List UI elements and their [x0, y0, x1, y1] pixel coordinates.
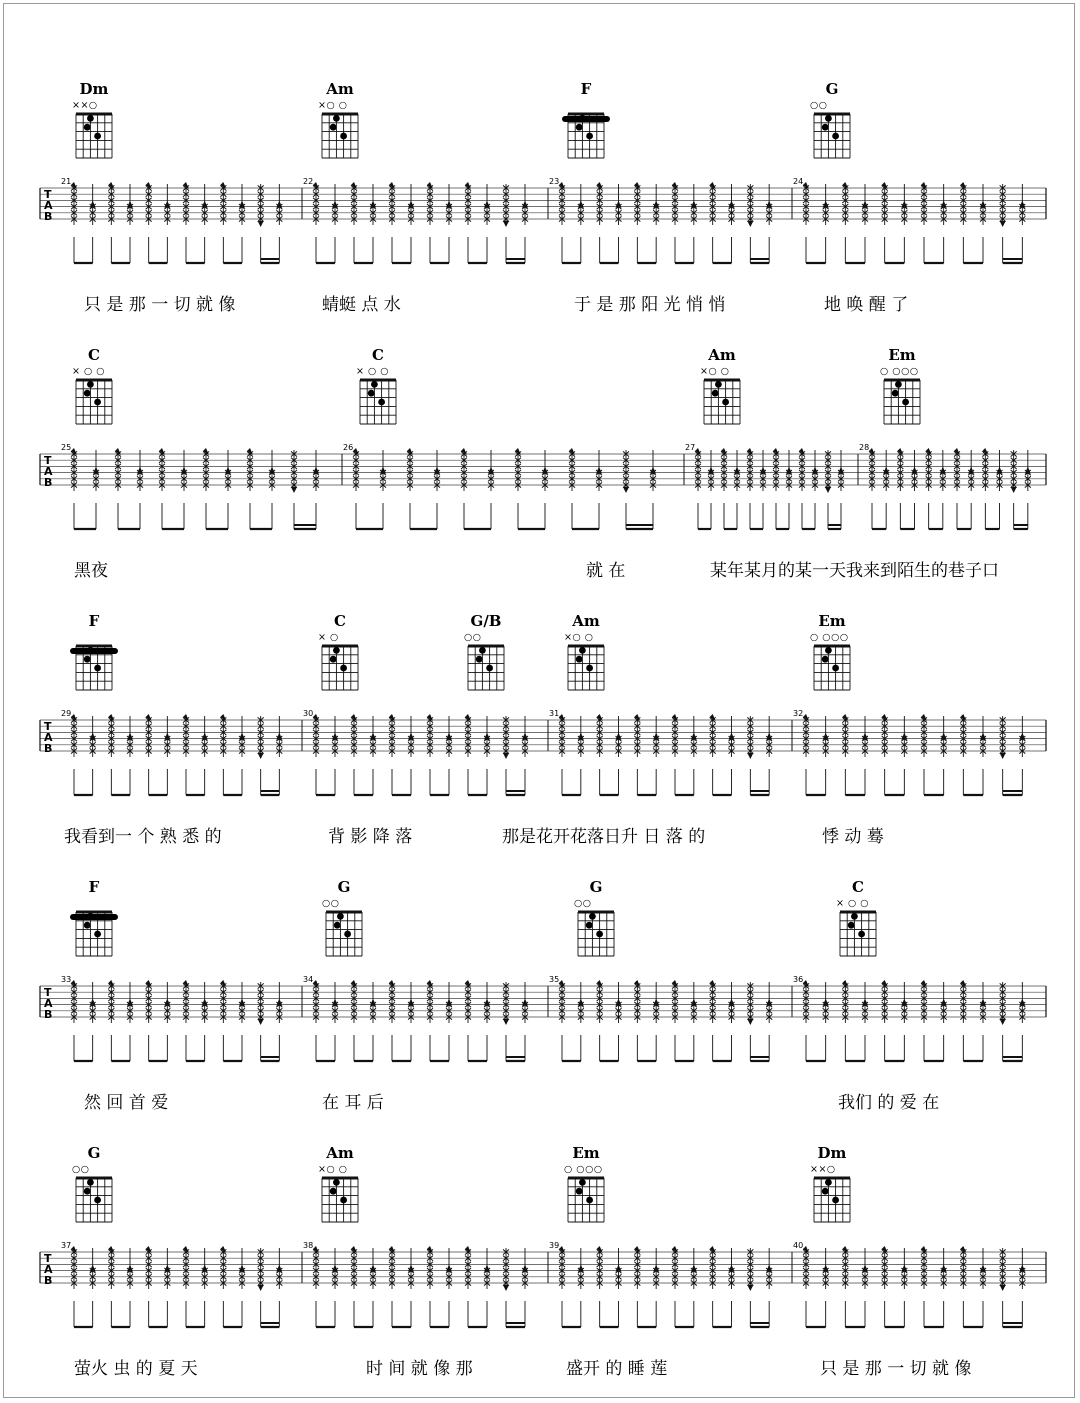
chord-name: Am [326, 80, 354, 98]
lyric-segment: 在 耳 后 [322, 1093, 384, 1113]
measure [302, 177, 528, 263]
finger-dot [576, 656, 583, 663]
tab-clef-letter: A [44, 731, 53, 744]
chord-open-strings: ○○ [810, 100, 828, 111]
finger-dot [333, 115, 340, 122]
measure [302, 975, 528, 1061]
measure [61, 709, 282, 795]
finger-dot [712, 390, 719, 397]
chord-diagram-dm [72, 80, 112, 158]
chord-grid [70, 912, 118, 956]
finger-dot [368, 390, 375, 397]
measure [61, 975, 282, 1061]
chord-open-strings: ○ ○○○ [564, 1164, 603, 1175]
finger-dot [486, 665, 493, 672]
finger-dot [337, 913, 344, 920]
chord-name: Am [326, 1144, 354, 1162]
chord-open-strings: ○ ○○○ [810, 632, 849, 643]
lyric-segment: 盛开 的 睡 莲 [566, 1359, 668, 1379]
measure [302, 1241, 528, 1327]
chord-name: G [589, 878, 603, 896]
finger-dot [330, 1188, 337, 1195]
chord-diagrams [72, 346, 920, 424]
chord-diagram-g [810, 80, 850, 158]
chord-open-strings: ○ ○○○ [880, 366, 919, 377]
chord-name: C [852, 878, 864, 896]
chord-diagram-f [70, 878, 118, 956]
chord-open-strings: ×○ ○ [564, 632, 594, 643]
tab-staff [40, 188, 1046, 223]
finger-dot [340, 133, 347, 140]
lyric-segment: 蜻蜓 点 水 [322, 295, 401, 315]
measure-number: 34 [303, 975, 314, 984]
chord-diagram-am [700, 346, 740, 424]
chord-name: C [372, 346, 384, 364]
measure [61, 443, 319, 529]
tab-clef-letter: A [44, 1263, 53, 1276]
chord-grid [814, 114, 850, 158]
finger-dot [579, 115, 586, 122]
chord-grid [562, 114, 610, 158]
lyric-segment: 某年某月的某一天我来到陌生的巷子口 [710, 561, 999, 581]
measure [792, 177, 1025, 263]
measure-number: 28 [859, 443, 870, 452]
chord-open-strings: × ○ ○ [72, 366, 106, 377]
chord-open-strings: ○○ [464, 632, 482, 643]
measure-number: 33 [61, 975, 72, 984]
measure-number: 29 [61, 709, 72, 718]
finger-dot [586, 665, 593, 672]
lyric-segment: 那是花开花落日升 日 落 的 [502, 827, 706, 847]
chord-name: Em [818, 612, 846, 630]
chord-name: Em [888, 346, 916, 364]
chord-name: Am [708, 346, 736, 364]
tab-clef-letter: A [44, 997, 53, 1010]
finger-dot [378, 399, 385, 406]
chord-diagram-g [322, 878, 362, 956]
chord-name: G/B [470, 612, 502, 630]
measure-number: 32 [793, 709, 804, 718]
chord-diagram-g-b [464, 612, 504, 690]
finger-dot [832, 1197, 839, 1204]
chord-open-strings: × ○ ○ [356, 366, 390, 377]
finger-dot [87, 381, 94, 388]
chord-diagram-am [564, 612, 604, 690]
finger-dot [851, 913, 858, 920]
chord-diagram-g [574, 878, 614, 956]
barre-mark [562, 116, 610, 122]
tab-clef-letter: T [44, 454, 52, 467]
finger-dot [825, 1179, 832, 1186]
measure [61, 1241, 282, 1327]
tab-clef-letter: A [44, 465, 53, 478]
finger-dot [340, 1197, 347, 1204]
lyrics-line [84, 1093, 939, 1113]
finger-dot [479, 647, 486, 654]
measure [548, 177, 772, 263]
chord-grid [840, 912, 876, 956]
tab-staff [40, 1252, 1046, 1287]
measure-number: 23 [549, 177, 560, 186]
lyric-segment: 只 是 那 一 切 就 像 [84, 295, 236, 315]
finger-dot [84, 1188, 91, 1195]
finger-dot [848, 922, 855, 929]
chord-open-strings: ○○ [72, 1164, 90, 1175]
chord-grid [884, 380, 920, 424]
measure [548, 709, 772, 795]
tab-clef-letter: B [44, 1274, 53, 1287]
chord-name: G [337, 878, 351, 896]
measure [548, 975, 772, 1061]
finger-dot [84, 124, 91, 131]
chord-grid [76, 1178, 112, 1222]
chord-name: F [88, 612, 100, 630]
chord-name: G [825, 80, 839, 98]
chord-name: C [88, 346, 100, 364]
tab-clef-letter: B [44, 1008, 53, 1021]
lyric-segment: 背 影 降 落 [328, 827, 413, 847]
finger-dot [87, 115, 94, 122]
finger-dot [902, 399, 909, 406]
chord-grid [814, 646, 850, 690]
lyrics-line [74, 560, 999, 581]
chord-name: Dm [817, 1144, 847, 1162]
measure [342, 443, 656, 529]
barre-mark [70, 648, 118, 654]
measure-number: 36 [793, 975, 804, 984]
chord-name: F [88, 878, 100, 896]
finger-dot [84, 656, 91, 663]
lyric-segment: 地 唤 醒 了 [824, 295, 909, 315]
chord-name: C [334, 612, 346, 630]
chord-open-strings: × ○ [318, 632, 339, 643]
finger-dot [579, 1179, 586, 1186]
lyric-segment: 时 间 就 像 那 [366, 1359, 473, 1379]
finger-dot [94, 399, 101, 406]
tab-staff [40, 986, 1046, 1021]
finger-dot [895, 381, 902, 388]
finger-dot [822, 124, 829, 131]
tab-staff [40, 720, 1046, 755]
finger-dot [371, 381, 378, 388]
tab-system [40, 1144, 1046, 1379]
finger-dot [825, 647, 832, 654]
barre-mark [70, 914, 118, 920]
chord-diagrams [72, 80, 850, 158]
finger-dot [87, 913, 94, 920]
tab-system [40, 346, 1046, 581]
chord-name: G [87, 1144, 101, 1162]
measure-number: 38 [303, 1241, 314, 1250]
finger-dot [892, 390, 899, 397]
chord-grid [322, 646, 358, 690]
chord-grid [70, 646, 118, 690]
chord-diagram-c [318, 612, 358, 690]
chord-open-strings: ××○ [72, 100, 98, 111]
tab-clef-letter: T [44, 986, 52, 999]
chord-name: F [580, 80, 592, 98]
measure-number: 22 [303, 177, 314, 186]
chord-open-strings: × ○ ○ [836, 898, 870, 909]
chord-diagram-f [562, 80, 610, 158]
finger-dot [822, 1188, 829, 1195]
measure [684, 443, 844, 529]
measure-number: 35 [549, 975, 560, 984]
chord-open-strings: ×○ ○ [700, 366, 730, 377]
chord-diagram-em [880, 346, 920, 424]
finger-dot [576, 124, 583, 131]
chord-grid [568, 646, 604, 690]
measure-number: 25 [61, 443, 72, 452]
chord-diagram-am [318, 1144, 358, 1222]
chord-grid [814, 1178, 850, 1222]
tab-clef-letter: T [44, 188, 52, 201]
chord-name: Em [572, 1144, 600, 1162]
chord-diagram-c [836, 878, 876, 956]
chord-diagrams [70, 878, 876, 956]
measure [302, 709, 528, 795]
chord-diagram-c [72, 346, 112, 424]
measure [548, 1241, 772, 1327]
lyric-segment: 悸 动 蓦 [822, 827, 884, 847]
finger-dot [84, 922, 91, 929]
finger-dot [340, 665, 347, 672]
tab-clef-letter: T [44, 1252, 52, 1265]
chord-diagram-f [70, 612, 118, 690]
lyrics-line [74, 1359, 971, 1379]
tab-clef-letter: T [44, 720, 52, 733]
measure-number: 40 [793, 1241, 804, 1250]
finger-dot [94, 133, 101, 140]
finger-dot [333, 647, 340, 654]
finger-dot [596, 931, 603, 938]
lyrics-line [84, 295, 908, 315]
chord-name: Dm [79, 80, 109, 98]
finger-dot [94, 931, 101, 938]
measure [792, 1241, 1025, 1327]
finger-dot [589, 913, 596, 920]
chord-grid [322, 114, 358, 158]
finger-dot [858, 931, 865, 938]
chord-diagram-em [810, 612, 850, 690]
tab-clef-letter: A [44, 199, 53, 212]
chord-diagram-c [356, 346, 396, 424]
finger-dot [832, 133, 839, 140]
measure [858, 443, 1031, 529]
finger-dot [586, 922, 593, 929]
finger-dot [586, 1197, 593, 1204]
finger-dot [576, 1188, 583, 1195]
measure-number: 37 [61, 1241, 72, 1250]
lyric-segment: 然 回 首 爱 [84, 1093, 169, 1113]
chord-grid [360, 380, 396, 424]
lyric-segment: 黑夜 [74, 561, 108, 581]
chord-grid [322, 1178, 358, 1222]
measure-number: 39 [549, 1241, 560, 1250]
chord-grid [326, 912, 362, 956]
finger-dot [84, 390, 91, 397]
chord-grid [578, 912, 614, 956]
tab-system [40, 80, 1046, 315]
chord-open-strings: ×○ ○ [318, 1164, 348, 1175]
chord-open-strings: ××○ [810, 1164, 836, 1175]
chord-open-strings: ○○ [322, 898, 340, 909]
finger-dot [822, 656, 829, 663]
lyric-segment: 我们 的 爱 在 [838, 1093, 940, 1113]
chord-diagram-am [318, 80, 358, 158]
finger-dot [330, 656, 337, 663]
lyrics-line [64, 827, 884, 847]
tab-clef-letter: B [44, 742, 53, 755]
chord-open-strings: ×○ ○ [318, 100, 348, 111]
measure [792, 709, 1025, 795]
chord-diagram-g [72, 1144, 112, 1222]
finger-dot [579, 647, 586, 654]
chord-open-strings: ○○ [574, 898, 592, 909]
chord-diagrams [70, 612, 850, 690]
chord-grid [76, 380, 112, 424]
lyric-segment: 于 是 那 阳 光 悄 悄 [574, 295, 726, 315]
tab-system [40, 878, 1046, 1113]
finger-dot [94, 665, 101, 672]
measure-number: 31 [549, 709, 560, 718]
finger-dot [334, 922, 341, 929]
chord-grid [704, 380, 740, 424]
chord-name: Am [572, 612, 600, 630]
finger-dot [87, 1179, 94, 1186]
finger-dot [87, 647, 94, 654]
chord-grid [468, 646, 504, 690]
tab-system [40, 612, 1046, 847]
chord-diagrams [72, 1144, 850, 1222]
finger-dot [476, 656, 483, 663]
chord-grid [76, 114, 112, 158]
lyric-segment: 萤火 虫 的 夏 天 [74, 1359, 198, 1379]
lyric-segment: 我看到一 个 熟 悉 的 [64, 827, 222, 847]
lyric-segment: 只 是 那 一 切 就 像 [820, 1359, 972, 1379]
measure [61, 177, 282, 263]
measure-number: 24 [793, 177, 804, 186]
finger-dot [94, 1197, 101, 1204]
finger-dot [825, 115, 832, 122]
measure [792, 975, 1025, 1061]
measure-number: 27 [685, 443, 696, 452]
measure-number: 30 [303, 709, 314, 718]
finger-dot [715, 381, 722, 388]
tab-clef-letter: B [44, 476, 53, 489]
finger-dot [330, 124, 337, 131]
measure-number: 21 [61, 177, 72, 186]
tab-clef-letter: B [44, 210, 53, 223]
finger-dot [333, 1179, 340, 1186]
finger-dot [586, 133, 593, 140]
chord-grid [568, 1178, 604, 1222]
finger-dot [832, 665, 839, 672]
finger-dot [344, 931, 351, 938]
finger-dot [722, 399, 729, 406]
chord-diagram-dm [810, 1144, 850, 1222]
lyric-segment: 就 在 [586, 561, 626, 581]
measure-number: 26 [343, 443, 354, 452]
chord-diagram-em [564, 1144, 604, 1222]
